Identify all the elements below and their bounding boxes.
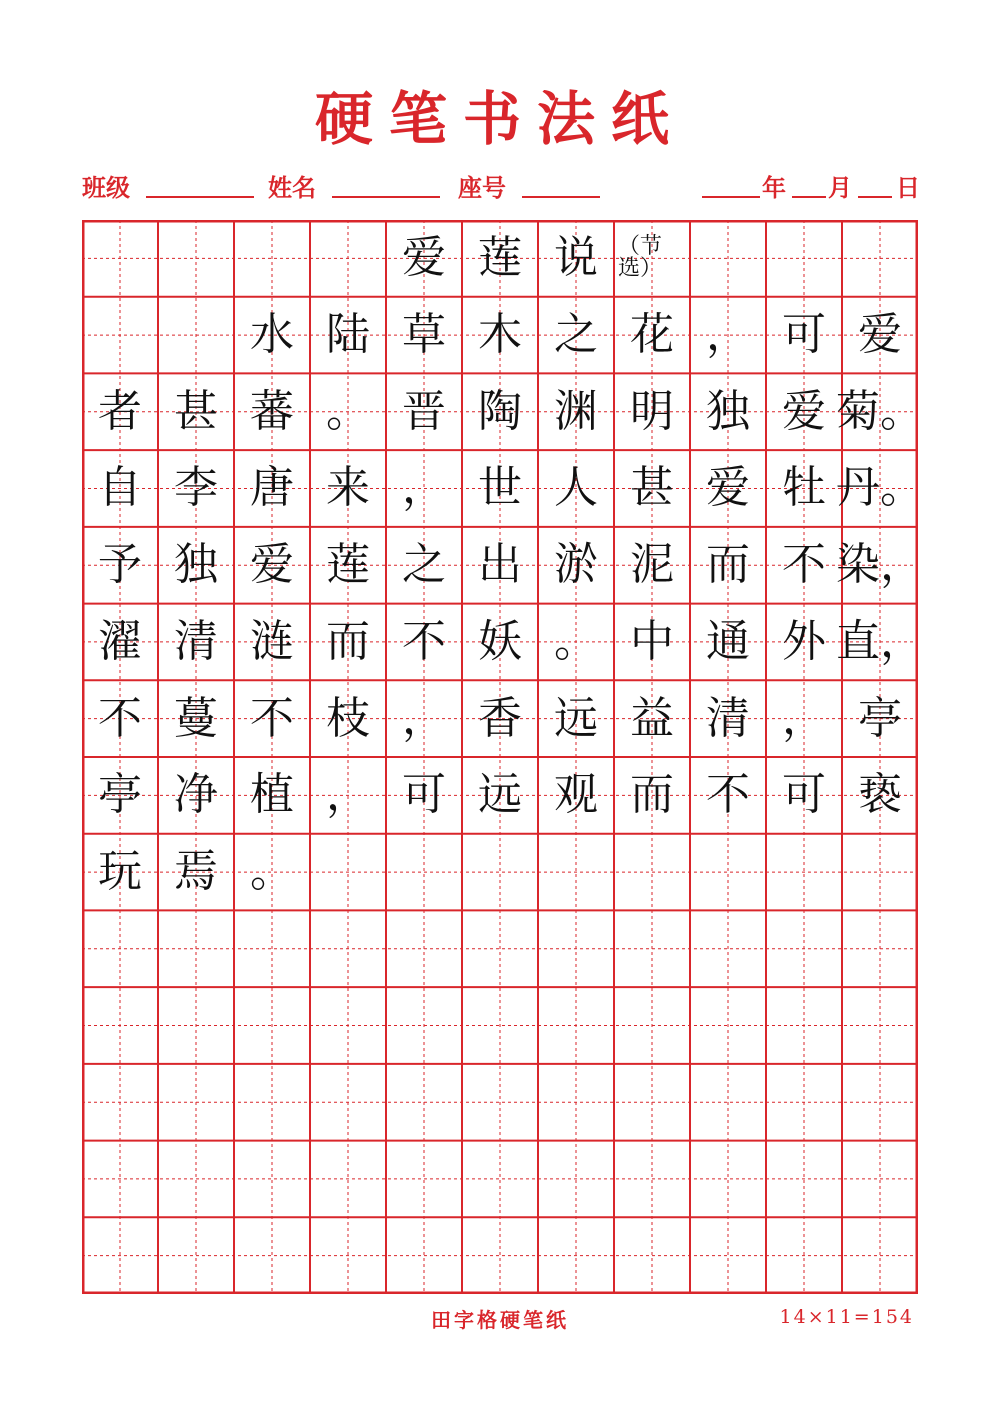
grid-cell: [158, 910, 234, 987]
grid-cell: 亭: [858, 692, 902, 744]
grid-cell: 陶: [478, 385, 522, 437]
grid-cell: [766, 834, 842, 911]
paper-type-label: 田字格硬笔纸: [431, 1308, 569, 1332]
grid-cell: 甚: [174, 385, 218, 437]
grid-cell: 世: [478, 462, 522, 514]
grid-cell: [462, 1141, 538, 1218]
grid-cell: [690, 220, 766, 297]
grid-cell: [310, 987, 386, 1064]
grid-cell: [842, 1217, 918, 1294]
grid-cell: [614, 1217, 690, 1294]
grid-cell: 草: [402, 309, 446, 361]
grid-cell: [310, 834, 386, 911]
grid-cell: ，: [402, 692, 446, 744]
cell-count-label: 14×11=154: [779, 1306, 914, 1328]
day-label: 日: [896, 173, 920, 202]
grid-cell: [82, 297, 158, 374]
grid-cell: [766, 910, 842, 987]
grid-cell: [842, 910, 918, 987]
grid-cell: [842, 987, 918, 1064]
grid-cell: [538, 1141, 614, 1218]
grid-cell: 不: [98, 692, 142, 744]
grid-cell: 。: [326, 385, 370, 437]
grid-cell: 甚: [630, 462, 674, 514]
grid-cell: [310, 1064, 386, 1141]
grid-cell: 染，: [836, 539, 924, 591]
grid-cell: 者: [98, 385, 142, 437]
grid-cell: 可: [782, 769, 826, 821]
grid-cell: [310, 220, 386, 297]
grid-cell: 爱: [858, 309, 902, 361]
grid-cell: [538, 910, 614, 987]
grid-cell: [386, 834, 462, 911]
grid-cell: 不: [706, 769, 750, 821]
grid-cell: 净: [174, 769, 218, 821]
grid-cell: 来: [326, 462, 370, 514]
grid-cell: 蔓: [174, 692, 218, 744]
grid-cell: [158, 1064, 234, 1141]
grid-cell: [82, 220, 158, 297]
grid-cell: 亭: [98, 769, 142, 821]
grid-cell: 晋: [402, 385, 446, 437]
grid-cell: 菊。: [836, 385, 924, 437]
grid-cell: [386, 1217, 462, 1294]
grid-cell: 爱: [706, 462, 750, 514]
grid-cell: 濯: [98, 615, 142, 667]
grid-cell: 独: [174, 539, 218, 591]
grid-cell: [234, 910, 310, 987]
grid-cell: 莲: [478, 232, 522, 284]
grid-cell: 植: [250, 769, 294, 821]
month-field[interactable]: [792, 196, 826, 198]
grid-cell: ，: [706, 309, 750, 361]
grid-cell: 人: [554, 462, 598, 514]
grid-cell: 爱: [250, 539, 294, 591]
grid-cell: [158, 1217, 234, 1294]
grid-cell: [842, 1141, 918, 1218]
grid-cell: [538, 834, 614, 911]
grid-cell: ，: [326, 769, 370, 821]
class-label: 班级: [82, 173, 130, 202]
grid-cell: 清: [174, 615, 218, 667]
day-field[interactable]: [858, 196, 892, 198]
grid-cell: 而: [630, 769, 674, 821]
grid-cell: [766, 1064, 842, 1141]
grid-cell: 陆: [326, 309, 370, 361]
grid-cell: [538, 1217, 614, 1294]
info-line: [82, 168, 922, 208]
grid-cell: 枝: [326, 692, 370, 744]
grid-cell: [766, 1141, 842, 1218]
grid-cell: [82, 1217, 158, 1294]
grid-cell: 出: [478, 539, 522, 591]
grid-cell: [310, 1217, 386, 1294]
grid-cell: 牡: [782, 462, 826, 514]
grid-cell: 自: [98, 462, 142, 514]
grid-cell: 焉: [174, 846, 218, 898]
grid-cell: [234, 1217, 310, 1294]
grid-cell: 益: [630, 692, 674, 744]
grid-cell: 中: [630, 615, 674, 667]
grid-cell: [690, 1217, 766, 1294]
page-title: 硬笔书法纸: [314, 85, 685, 153]
grid-cell: 亵: [858, 769, 902, 821]
grid-cell: [690, 834, 766, 911]
grid-cell: [234, 1064, 310, 1141]
name-label: 姓名: [268, 173, 316, 202]
grid-cell: [538, 987, 614, 1064]
grid-cell: 不: [250, 692, 294, 744]
grid-cell: [158, 220, 234, 297]
grid-cell: [614, 987, 690, 1064]
grid-cell: [842, 220, 918, 297]
grid-cell: 。: [554, 615, 598, 667]
grid-cell: [614, 834, 690, 911]
year-field[interactable]: [702, 196, 760, 198]
grid-cell: 莲: [326, 539, 370, 591]
grid-cell: 玩: [98, 846, 142, 898]
grid-cell: 蕃: [250, 385, 294, 437]
grid-cell: 花: [630, 309, 674, 361]
grid-cell: 唐: [250, 462, 294, 514]
grid-cell: [386, 1064, 462, 1141]
grid-cell: [766, 987, 842, 1064]
grid-cell: [766, 220, 842, 297]
grid-cell: [614, 1141, 690, 1218]
grid-cell: 之: [402, 539, 446, 591]
grid-cell: 远: [478, 769, 522, 821]
grid-cell: ，: [782, 692, 826, 744]
grid-cell: [766, 1217, 842, 1294]
grid-cell: [462, 1217, 538, 1294]
grid-cell: [310, 1141, 386, 1218]
grid-cell: 妖: [478, 615, 522, 667]
grid-cell: 外: [782, 615, 826, 667]
grid-cell: （节选）: [618, 234, 663, 282]
grid-cell: 而: [326, 615, 370, 667]
grid-cell: 可: [782, 309, 826, 361]
grid-cell: [234, 1141, 310, 1218]
grid-cell: 可: [402, 769, 446, 821]
grid-cell: 爱: [782, 385, 826, 437]
grid-cell: [462, 834, 538, 911]
grid-cell: 淤: [554, 539, 598, 591]
grid-cell: ，: [402, 462, 446, 514]
seat-field[interactable]: [522, 196, 600, 198]
grid-cell: [386, 910, 462, 987]
grid-cell: [234, 987, 310, 1064]
grid-cell: [82, 987, 158, 1064]
grid-cell: 李: [174, 462, 218, 514]
grid-cell: 丹。: [836, 462, 924, 514]
grid-cell: 远: [554, 692, 598, 744]
grid-cell: 不: [782, 539, 826, 591]
grid-cell: 水: [250, 309, 294, 361]
grid-cell: [614, 910, 690, 987]
grid-cell: 渊: [554, 385, 598, 437]
grid-cell: [158, 1141, 234, 1218]
grid-cell: [614, 1064, 690, 1141]
grid-cell: 观: [554, 769, 598, 821]
grid-cell: [842, 834, 918, 911]
grid-cell: [310, 910, 386, 987]
grid-cell: 说: [554, 232, 598, 284]
grid-cell: [462, 1064, 538, 1141]
grid-cell: 。: [250, 846, 294, 898]
grid-cell: [82, 910, 158, 987]
grid-cell: 而: [706, 539, 750, 591]
class-field[interactable]: [146, 196, 254, 198]
grid-cell: 独: [706, 385, 750, 437]
grid-cell: [462, 987, 538, 1064]
grid-cell: 木: [478, 309, 522, 361]
grid-cell: 不: [402, 615, 446, 667]
grid-cell: [690, 987, 766, 1064]
month-label: 月: [828, 173, 852, 202]
grid-cell: [462, 910, 538, 987]
grid-cell: [158, 987, 234, 1064]
grid-cell: 之: [554, 309, 598, 361]
grid-cell: 予: [98, 539, 142, 591]
grid-cell: 香: [478, 692, 522, 744]
name-field[interactable]: [332, 196, 440, 198]
grid-cell: [690, 910, 766, 987]
grid-cell: [82, 1064, 158, 1141]
seat-label: 座号: [458, 173, 506, 202]
grid-cell: [842, 1064, 918, 1141]
grid-cell: [690, 1141, 766, 1218]
grid-cell: 明: [630, 385, 674, 437]
grid-cell: [234, 220, 310, 297]
grid-cell: [386, 987, 462, 1064]
year-label: 年: [762, 173, 786, 202]
grid-cell: [690, 1064, 766, 1141]
grid-cell: [82, 1141, 158, 1218]
grid-cell: 直，: [836, 615, 924, 667]
grid-cell: 爱: [402, 232, 446, 284]
grid-cell: 涟: [250, 615, 294, 667]
grid-cell: 通: [706, 615, 750, 667]
grid-cell: 泥: [630, 539, 674, 591]
grid-cell: [538, 1064, 614, 1141]
tianzige-grid: [82, 220, 924, 1294]
grid-cell: [386, 1141, 462, 1218]
grid-cell: 清: [706, 692, 750, 744]
grid-cell: [158, 297, 234, 374]
